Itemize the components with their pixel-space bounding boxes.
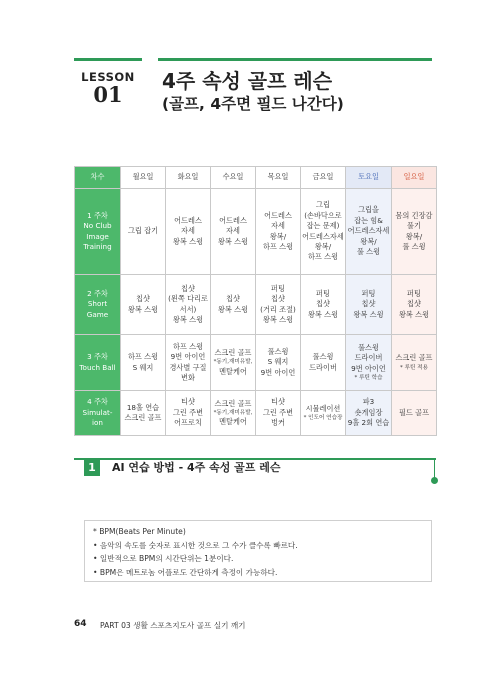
cell-thursday	[256, 391, 301, 436]
cell-line: 풀스윙	[358, 342, 379, 352]
cell-line: 퍼팅	[407, 288, 421, 298]
table-row	[75, 189, 437, 275]
cell-line: 서서)	[179, 304, 197, 314]
cell-saturday	[346, 189, 392, 275]
cell-line: *동기,재미유발,	[213, 409, 253, 416]
week-cell	[75, 275, 121, 335]
cell-line: * 인도어 연습장	[303, 415, 343, 422]
cell-line: 숏게임장	[354, 407, 383, 417]
title-accent-bar	[158, 58, 432, 61]
cell-line: 스크린 골프	[214, 348, 252, 357]
cell-line: 왕복 스윙	[353, 309, 384, 319]
cell-line: 티샷	[181, 397, 195, 407]
cell-line: 필드 골프	[398, 407, 430, 417]
cell-friday	[301, 391, 346, 436]
cell-tuesday	[166, 275, 211, 335]
cell-sunday	[392, 335, 437, 391]
cell-line: 칩샷	[226, 294, 240, 304]
page-title: 4주 속성 골프 레슨	[162, 69, 333, 93]
cell-line: 티샷	[271, 397, 285, 407]
week-label-line: No Club	[83, 221, 112, 231]
cell-line: 그린 주변	[262, 407, 294, 417]
week-label-line: ion	[92, 418, 103, 428]
cell-line: 칩샷	[181, 283, 195, 293]
note-line: • BPM은 메트로놈 어플로도 간단하게 측정이 가능하다.	[93, 567, 278, 577]
week-label-line: 1 주차	[87, 210, 108, 220]
cell-line: 스크린 골프	[395, 353, 433, 363]
cell-line: 하프 스윙	[307, 252, 339, 262]
cell-line: 왕복/	[405, 231, 423, 241]
header-sunday: 일요일	[392, 167, 437, 189]
footer-part-title: PART 03 생활 스포츠지도사 골프 실기 깨기	[100, 621, 246, 630]
cell-tuesday	[166, 335, 211, 391]
cell-line: * 루틴 적용	[400, 364, 428, 371]
header-saturday: 토요일	[346, 167, 392, 189]
cell-line: 그립 잡기	[127, 226, 159, 236]
cell-line: 18홀 연습	[126, 402, 160, 412]
cell-line: 퍼팅	[316, 288, 330, 298]
cell-tuesday	[166, 391, 211, 436]
cell-thursday	[256, 275, 301, 335]
cell-wednesday	[211, 391, 256, 436]
cell-line: 시뮬레이션	[305, 403, 341, 413]
cell-line: 스크린 골프	[214, 398, 252, 408]
section-title: AI 연습 방법 - 4주 속성 골프 레슨	[112, 461, 281, 474]
table-header-row	[75, 167, 437, 189]
cell-line: (손바닥으로	[304, 210, 342, 220]
cell-line: 파3	[362, 397, 375, 407]
cell-line: 칩샷	[271, 294, 285, 304]
cell-monday	[121, 391, 166, 436]
week-label-line: Game	[86, 309, 109, 319]
cell-line: 그립을	[358, 205, 379, 215]
header-week: 차수	[75, 167, 121, 189]
cell-line: 풀스윙	[267, 346, 289, 356]
cell-line: 왕복/	[269, 231, 287, 241]
cell-saturday	[346, 335, 392, 391]
cell-monday	[121, 189, 166, 275]
cell-line: 잡는 힘&	[354, 215, 383, 225]
cell-line: 경사별 구질	[169, 362, 207, 372]
note-box	[84, 520, 432, 582]
cell-line: 퍼팅	[361, 288, 376, 298]
header-tuesday: 화요일	[166, 167, 211, 189]
cell-line: 왕복 스윙	[217, 304, 249, 314]
cell-line: 자세	[226, 226, 240, 236]
cell-line: 퍼팅	[271, 283, 285, 293]
cell-friday	[301, 189, 346, 275]
cell-line: 9홀 2회 연습	[347, 418, 390, 428]
cell-wednesday	[211, 189, 256, 275]
cell-line: 벙커	[271, 418, 285, 428]
cell-line: 드라이버	[309, 362, 337, 372]
week-label-line: 4 주차	[87, 397, 108, 407]
cell-line: 몸의 긴장감	[395, 210, 433, 220]
page-subtitle: (골프, 4주면 필드 나간다)	[162, 95, 344, 113]
week-label-line: Short	[87, 299, 108, 309]
table-row	[75, 275, 437, 335]
cell-line: 드라이버	[354, 353, 383, 363]
cell-line: (거리 조절)	[260, 304, 296, 314]
cell-line: 9번 아이언	[170, 352, 206, 362]
cell-saturday	[346, 275, 392, 335]
table-row	[75, 391, 437, 436]
cell-line: 어프로치	[174, 418, 202, 428]
cell-line: *동기,재미유발,	[213, 359, 253, 366]
cell-sunday	[392, 275, 437, 335]
cell-line: 자세	[271, 221, 285, 231]
cell-line: 왕복 스윙	[217, 236, 249, 246]
week-label-line: Training	[83, 241, 112, 251]
header-friday: 금요일	[301, 167, 346, 189]
cell-line: 왕복 스윙	[172, 236, 204, 246]
cell-sunday	[392, 189, 437, 275]
cell-line: 하프 스윙	[172, 341, 204, 351]
cell-line: 왕복/	[360, 236, 377, 246]
cell-line: 풀 스윙	[402, 241, 426, 251]
cell-line: 자세	[181, 226, 195, 236]
cell-line: S 웨지	[267, 357, 289, 367]
cell-monday	[121, 335, 166, 391]
week-cell	[75, 335, 121, 391]
cell-saturday	[346, 391, 392, 436]
cell-line: 어드레스	[219, 215, 247, 225]
note-line: • 음악의 속도를 숫자로 표시한 것으로 그 수가 클수록 빠르다.	[93, 540, 298, 550]
page-number: 64	[74, 619, 87, 629]
cell-line: 풀스윙	[312, 352, 334, 362]
cell-friday	[301, 335, 346, 391]
week-label-line: 3 주차	[87, 352, 108, 362]
cell-line: 왕복 스윙	[262, 314, 294, 324]
cell-line: 왕복 스윙	[398, 309, 430, 319]
header-thursday: 목요일	[256, 167, 301, 189]
cell-line: S 웨지	[132, 362, 154, 372]
cell-line: 스크린 골프	[124, 413, 162, 422]
cell-line: 칩샷	[407, 299, 421, 309]
schedule-table	[74, 166, 437, 436]
cell-line: 왕복 스윙	[127, 304, 159, 314]
cell-line: 멘탈케어	[219, 417, 247, 427]
cell-line: 풀 스윙	[356, 247, 381, 257]
cell-monday	[121, 275, 166, 335]
cell-line: (왼쪽 다리로	[168, 294, 208, 304]
header-monday: 월요일	[121, 167, 166, 189]
cell-line: 하프 스윙	[127, 352, 159, 362]
cell-tuesday	[166, 189, 211, 275]
week-label-line: Touch Ball	[79, 362, 116, 372]
cell-line: 어드레스자세	[347, 226, 390, 236]
cell-line: 어드레스	[174, 215, 202, 225]
cell-line: 어드레스자세	[302, 231, 344, 241]
cell-line: 칩샷	[136, 294, 150, 304]
lesson-label: LESSON	[81, 70, 135, 84]
cell-line: 칩샷	[361, 299, 376, 309]
table-row	[75, 335, 437, 391]
week-cell	[75, 391, 121, 436]
cell-sunday	[392, 391, 437, 436]
cell-line: 잡는 문제)	[306, 221, 340, 231]
cell-wednesday	[211, 275, 256, 335]
cell-line: 왕복 스윙	[307, 309, 339, 319]
cell-thursday	[256, 335, 301, 391]
cell-line: 풀기	[407, 221, 421, 231]
cell-line: 왕복 스윙	[172, 314, 204, 324]
cell-line: * 루틴 학습	[354, 375, 383, 382]
cell-line: 하프 스윙	[262, 241, 294, 251]
header-wednesday: 수요일	[211, 167, 256, 189]
cell-line: 9번 아이언	[351, 363, 386, 373]
cell-line: 왕복/	[314, 241, 332, 251]
cell-line: 변화	[181, 372, 195, 382]
cell-wednesday	[211, 335, 256, 391]
week-cell	[75, 189, 121, 275]
cell-line: 멘탈케어	[219, 366, 247, 376]
cell-line: 9번 아이언	[260, 367, 296, 377]
note-line: * BPM(Beats Per Minute)	[93, 527, 186, 536]
lesson-number: 01	[93, 82, 123, 107]
section-number: 1	[84, 460, 100, 476]
cell-line: 그립	[316, 200, 330, 210]
week-label-line: 2 주차	[87, 288, 108, 298]
cell-thursday	[256, 189, 301, 275]
section-end-rule	[434, 460, 435, 478]
week-label-line: Simulat-	[82, 407, 113, 417]
cell-line: 어드레스	[264, 210, 292, 220]
cell-line: 칩샷	[316, 299, 330, 309]
week-label-line: Image	[86, 231, 109, 241]
lesson-accent-bar	[74, 58, 142, 61]
cell-line: 그린 주변	[172, 407, 204, 417]
section-end-dot	[431, 477, 438, 484]
note-line: • 일반적으로 BPM의 시간단위는 1분이다.	[93, 554, 234, 563]
cell-friday	[301, 275, 346, 335]
